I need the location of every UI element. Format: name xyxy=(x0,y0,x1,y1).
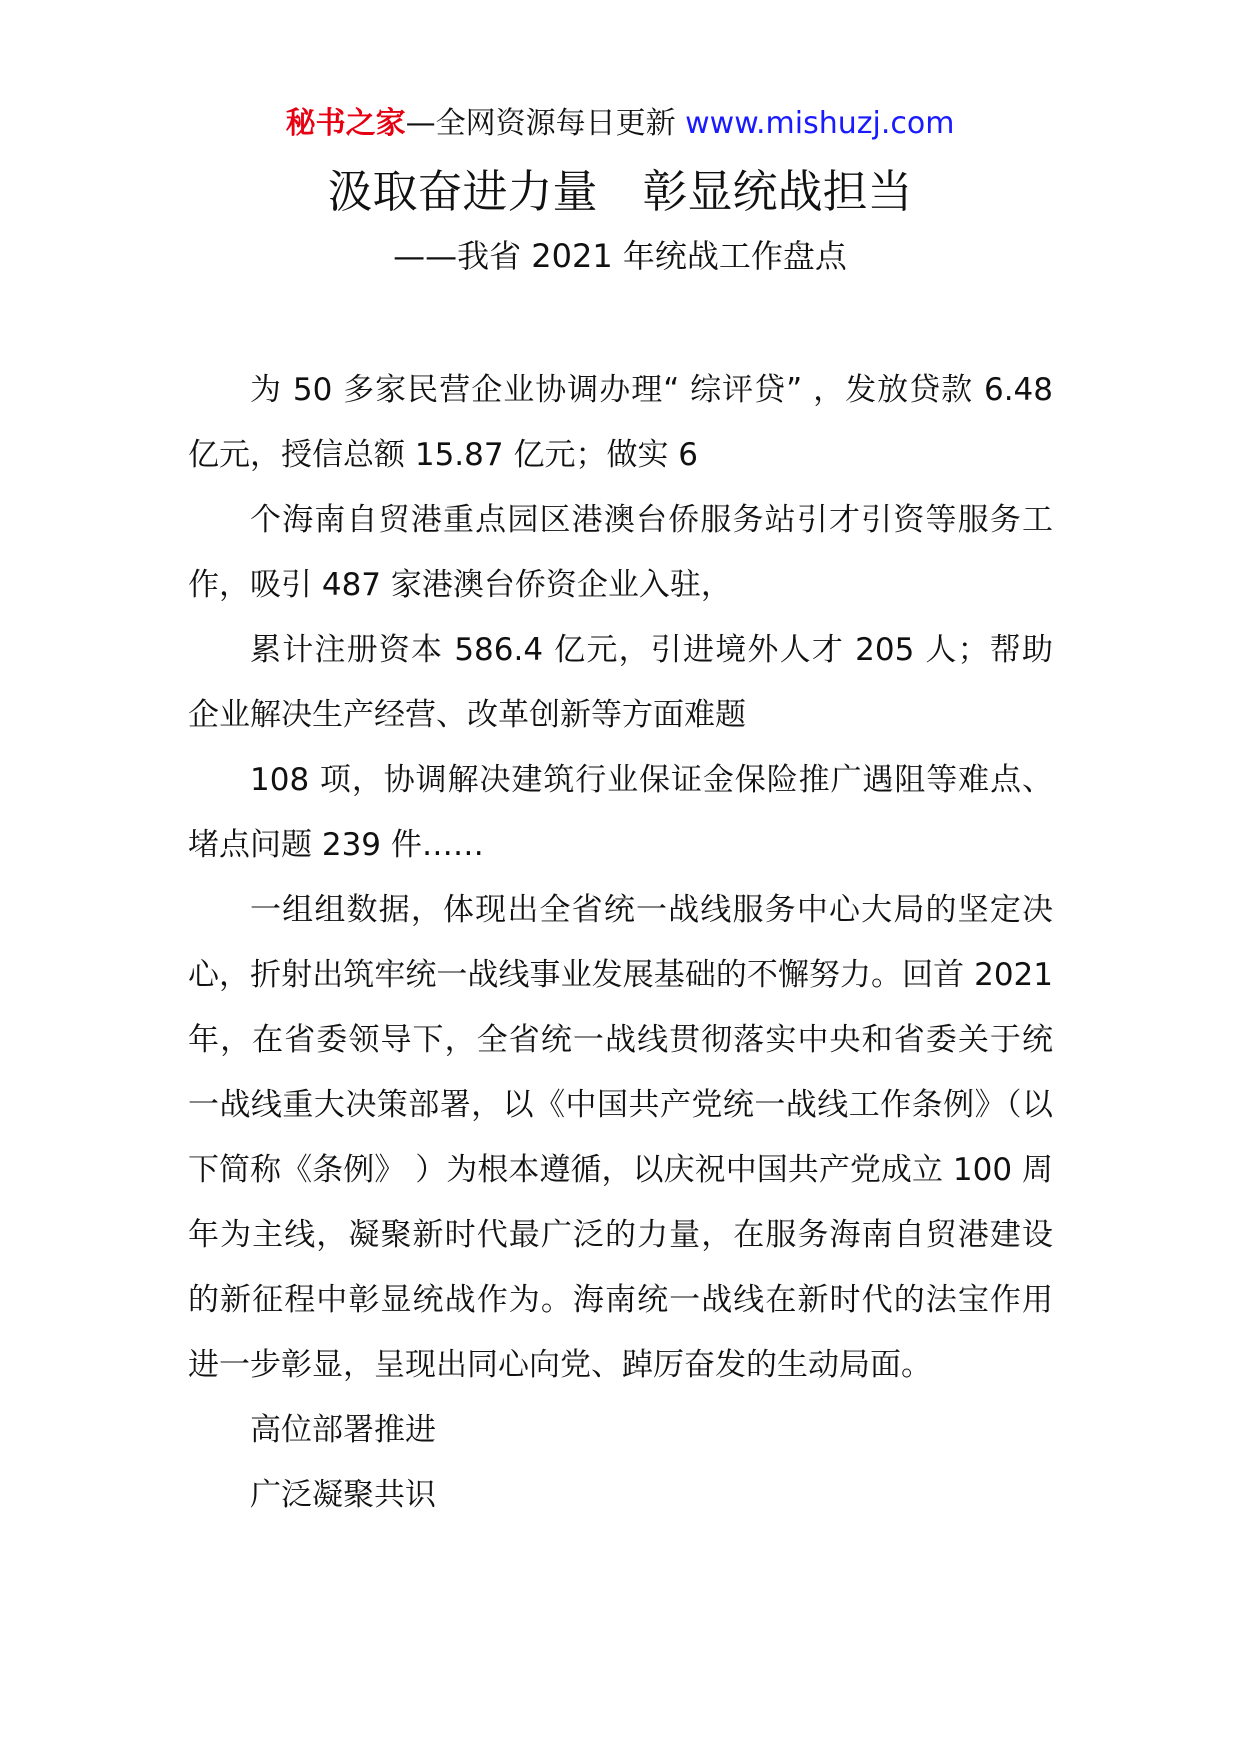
site-url[interactable]: www.mishuzj.com xyxy=(685,106,955,141)
site-brand: 秘书之家 xyxy=(285,106,406,141)
body-paragraph: 累计注册资本 586.4 亿元，引进境外人才 205 人；帮助企业解决生产经营、改革创新等方面难题 xyxy=(188,632,1053,733)
document-body xyxy=(188,358,1053,1528)
section-heading: 高位部署推进 xyxy=(250,1412,436,1448)
site-tagline: —全网资源每日更新 xyxy=(405,106,686,141)
body-paragraph: 个海南自贸港重点园区港澳台侨服务站引才引资等服务工作，吸引 487 家港澳台侨资企业入驻， xyxy=(188,502,1053,603)
body-paragraph: 一组组数据，体现出全省统一战线服务中心大局的坚定决心，折射出筑牢统一战线事业发展基础的不懈努力。回首 2021 年，在省委领导下，全省统一战线贯彻落实中央和省委关于统一战线重大决策部署，以《中国共产党统一战线工作条例》（以下简称《条例》 ）为根本遵循，以庆祝中国共产党成立 100 周年为主线，凝聚新时代最广泛的力量，在服务海南自贸港建设的新征程中彰显统战作为。海南统一战线在新时代的法宝作用进一步彰显，呈现出同心向党、踔厉奋发的生动局面。 xyxy=(188,892,1053,1383)
document-title: 汲取奋进力量 彰显统战担当 xyxy=(327,165,913,218)
section-heading: 广泛凝聚共识 xyxy=(250,1477,436,1513)
body-paragraph: 为 50 多家民营企业协调办理“ 综评贷” ，发放贷款 6.48 亿元，授信总额 15.87 亿元；做实 6 xyxy=(188,372,1053,473)
body-paragraph: 108 项，协调解决建筑行业保证金保险推广遇阻等难点、堵点问题 239 件…… xyxy=(188,762,1053,863)
site-header xyxy=(0,104,1240,144)
document-subtitle: ——我省 2021 年统战工作盘点 xyxy=(393,237,847,275)
